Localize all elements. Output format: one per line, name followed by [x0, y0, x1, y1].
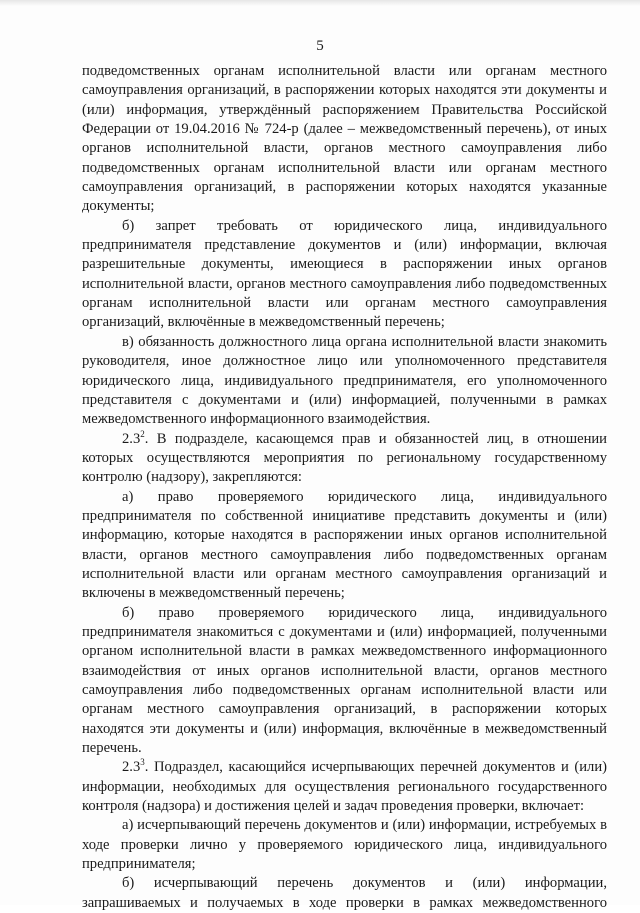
- paragraph-section-2-3-2: [82, 430, 607, 488]
- section-superscript: 3: [140, 757, 145, 768]
- paragraph-text: . В подразделе, касающемся прав и обязанностей лиц, в отношении которых осуществляются мероприятия по региональному государственному контролю (надзору), закрепляются:: [82, 430, 607, 486]
- paragraph-item-v-obligation: [82, 333, 607, 430]
- section-superscript: 2: [140, 428, 145, 439]
- paragraph-text: в) обязанность должностного лица органа исполнительной власти знакомить руководителя, иное должностное лицо или уполномоченного представителя юридического лица, индивидуального предпринимателя, его уполномоченного представителя с документами и (или) информацией, полученными в рамках межведомственного информационного взаимодействия.: [82, 333, 607, 428]
- paragraph-section-2-3-3: [82, 758, 607, 816]
- section-number: $2.3^3$: [122, 757, 145, 776]
- section-number: $2.3^2$: [122, 428, 145, 447]
- paragraph-item-a-list: [82, 816, 607, 874]
- paragraph-item-b-prohibition: [82, 217, 607, 333]
- paragraph-text: б) право проверяемого юридического лица, индивидуального предпринимателя знакомиться с документами и (или) информацией, полученными органом исполнительной власти в рамках межведомственного информационного взаимодействия от иных органов исполнительной власти, органов местного самоуправления либо подведомственных органам исполнительной власти или органам местного самоуправления организаций, в распоряжении которых находятся эти документы и (или) информация, включённые в межведомственный перечень.: [82, 604, 607, 757]
- paragraph-item-b-list: [82, 874, 607, 913]
- paragraph-text: . Подраздел, касающийся исчерпывающих перечней документов и (или) информации, необходимых для осуществления регионального государственного контроля (надзора) и достижения целей и задач проведения проверки, включает:: [82, 759, 607, 815]
- paragraph-item-a-right: [82, 488, 607, 604]
- scan-edge-shadow: [0, 0, 640, 6]
- paragraph-text: подведомственных органам исполнительной власти или органам местного самоуправления организаций, в распоряжении которых находятся эти документы и (или) информация, утверждённый распоряжением Правительства Российской Федерации от 19.04.2016 № 724-р (далее – межведомственный перечень), от иных органов исполнительной власти, органов местного самоуправления либо подведомственных органам исполнительной власти или органам местного самоуправления организаций, в распоряжении которых находятся указанные документы;: [82, 63, 607, 215]
- document-body: [82, 62, 607, 913]
- paragraph-text: б) запрет требовать от юридического лица, индивидуального предпринимателя представление документов и (или) информации, включая разрешительные документы, имеющиеся в распоряжении иных органов исполнительной власти, органов местного самоуправления либо подведомственных органам исполнительной власти или органам местного самоуправления организаций, включённые в межведомственный перечень;: [82, 217, 607, 331]
- paragraph-item-b-right: [82, 604, 607, 759]
- page-number: 5: [316, 38, 324, 54]
- paragraph-text: б) исчерпывающий перечень документов и (или) информации, запрашиваемых и получаемых в ходе проверки в рамках межведомственного: [82, 875, 607, 911]
- paragraph-text: а) исчерпывающий перечень документов и (или) информации, истребуемых в ходе проверки лично у проверяемого юридического лица, индивидуального предпринимателя;: [82, 817, 607, 873]
- paragraph-continuation: [82, 62, 607, 217]
- paragraph-text: а) право проверяемого юридического лица, индивидуального предпринимателя по собственной инициативе представить документы и (или) информацию, которые находятся в распоряжении иных органов исполнительной власти, органов местного самоуправления либо подведомственных органам исполнительной власти или органам местного самоуправления организаций и включены в межведомственный перечень;: [82, 488, 607, 602]
